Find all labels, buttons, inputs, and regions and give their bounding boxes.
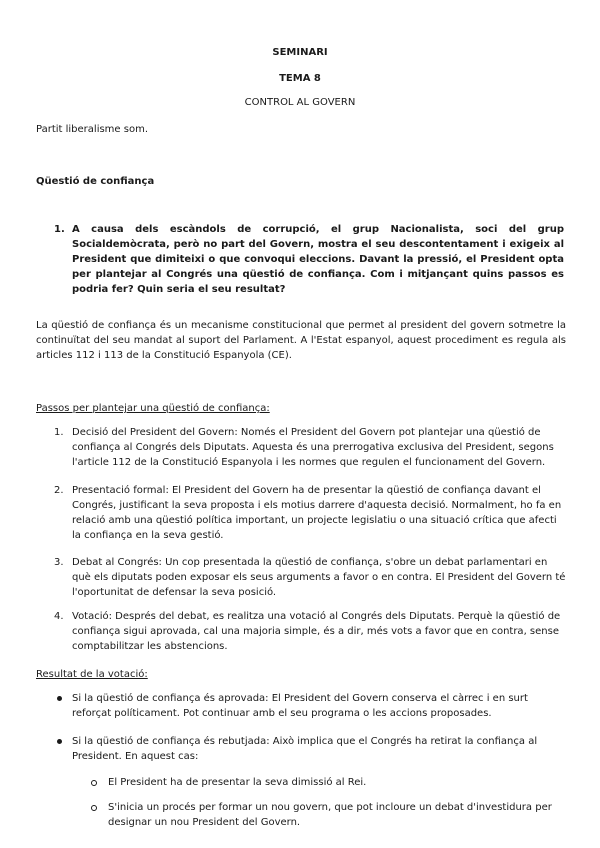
party-line: Partit liberalisme som. — [36, 124, 149, 135]
bullet-dot-icon — [57, 696, 62, 701]
bullet-circle-icon — [91, 780, 97, 786]
step-text: Debat al Congrés: Un cop presentada la qüestió de confiança, s'obre un debat parlamentari en què els diputats poden exposar els seus arguments a favor o en contra. El President del Govern té l'oportunitat de defensar la seva posició. — [72, 557, 566, 598]
step-number: 3. — [54, 557, 64, 568]
step-text: Decisió del President del Govern: Només el President del Govern pot plantejar una qüestió de confiança al Congrés dels Diputats. Aquesta és una prerrogativa exclusiva del President, segons l'article 112 de la Constitució Espanyola i les normes que regulen el funcionament del Govern. — [72, 427, 554, 468]
result-text: Si la qüestió de confiança és aprovada: El President del Govern conserva el càrrec i en surt reforçat políticament. Pot continuar amb el seu programa o les accions proposades. — [72, 693, 528, 719]
step-number: 4. — [54, 611, 64, 622]
step-number: 1. — [54, 427, 64, 438]
bullet-circle-icon — [91, 805, 97, 811]
question-number: 1. — [54, 224, 65, 235]
result-title: Resultat de la votació: — [36, 669, 148, 680]
step-text: Presentació formal: El President del Govern ha de presentar la qüestió de confiança davant el Congrés, justificant la seva proposta i els motius darrere d'aquesta decisió. Normalment, ho fa en relació amb una qüestió política important, un projecte legislatiu o una situació crítica que afecti la confiança en la seva gestió. — [72, 485, 562, 541]
intro-paragraph: La qüestió de confiança és un mecanisme constitucional que permet al president del govern sotmetre la continuïtat del seu mandat al suport del Parlament. A l'Estat espanyol, aquest procediment es regula als articles 112 i 113 de la Constitució Espanyola (CE). — [36, 320, 566, 361]
result-text: Si la qüestió de confiança és rebutjada: Això implica que el Congrés ha retirat la confiança al President. En aquest cas: — [72, 736, 538, 762]
doc-heading-topic: CONTROL AL GOVERN — [244, 97, 356, 108]
question-text: A causa dels escàndols de corrupció, el grup Nacionalista, soci del grup Socialdemòcrata, però no part del Govern, mostra el seu descontentament i exigeix al President que dimiteixi o que convoqui eleccions. Davant la pressió, el President opta per plantejar al Congrés una qüestió de confiança. Com i mitjançant quins passos es podria fer? Quin seria el seu resultat? — [72, 224, 564, 295]
bullet-dot-icon — [57, 739, 62, 744]
step-number: 2. — [54, 485, 64, 496]
sub-result-text: S'inicia un procés per formar un nou govern, que pot incloure un debat d'investidura per designar un nou President del Govern. — [108, 802, 552, 828]
doc-heading-tema: TEMA 8 — [279, 73, 321, 84]
steps-title: Passos per plantejar una qüestió de confiança: — [36, 403, 270, 414]
section-title: Qüestió de confiança — [36, 176, 155, 187]
step-text: Votació: Després del debat, es realitza una votació al Congrés dels Diputats. Perquè la qüestió de confiança sigui aprovada, cal una majoria simple, és a dir, més vots a favor que en contra, sense comptabilitzar les abstencions. — [72, 611, 561, 652]
doc-heading-seminari: SEMINARI — [272, 47, 328, 58]
sub-result-text: El President ha de presentar la seva dimissió al Rei. — [108, 777, 367, 788]
